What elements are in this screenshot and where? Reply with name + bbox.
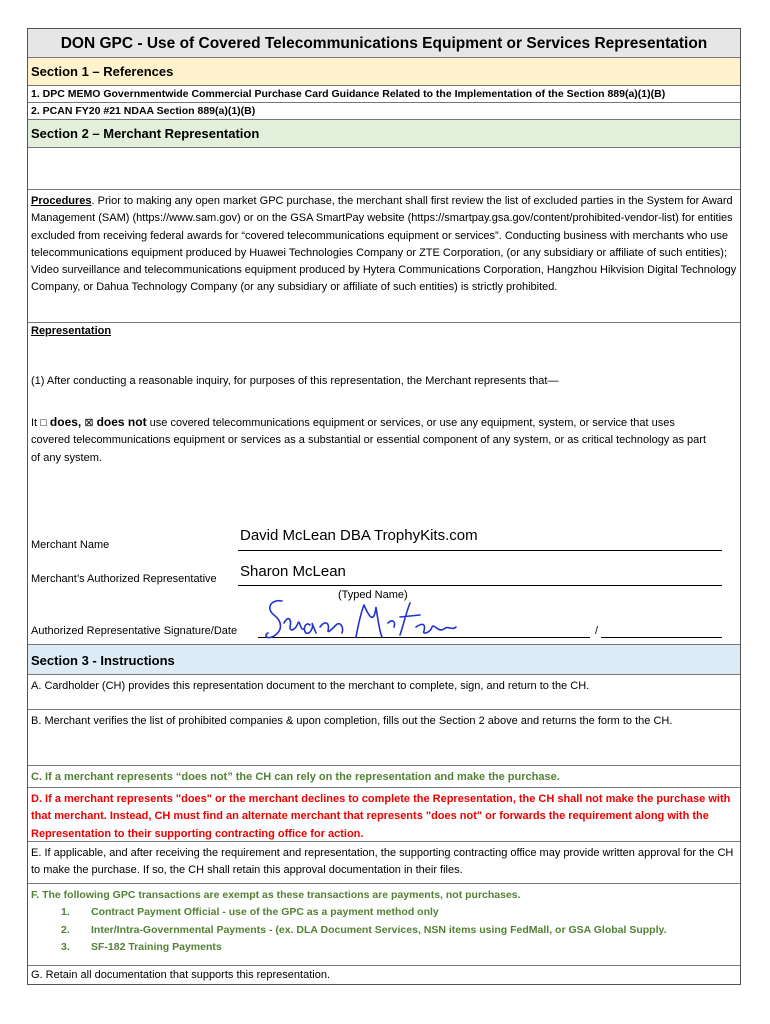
- instruction-c: C. If a merchant represents “does not” the CH can rely on the representation and make the purchase.: [28, 766, 740, 788]
- section3-heading: Section 3 - Instructions: [28, 644, 740, 675]
- procedures-label: Procedures: [31, 195, 92, 207]
- instruction-f-text: F. The following GPC transactions are exempt as these transactions are payments, not purchases.: [31, 889, 521, 901]
- instruction-e: E. If applicable, and after receiving the requirement and representation, the supporting contracting office may provide written approval for the CH to make the purchase. If so, the CH shall retain this approval documentation in their files.: [28, 842, 740, 884]
- does-not-label: does not: [96, 415, 147, 429]
- representation-label: Representation: [31, 325, 112, 337]
- rep-name-field[interactable]: Sharon McLean: [240, 563, 346, 580]
- signature-image: [260, 593, 460, 643]
- it-text: It: [31, 417, 38, 429]
- section2-heading: Section 2 – Merchant Representation: [28, 120, 740, 148]
- signature-label: Authorized Representative Signature/Date: [31, 625, 238, 637]
- instruction-b: B. Merchant verifies the list of prohibited companies & upon completion, fills out the Section 2 above and returns the form to the CH.: [28, 710, 740, 766]
- representation-statement: [31, 414, 711, 467]
- blank-row: [28, 148, 740, 190]
- instruction-f: [28, 884, 740, 966]
- merchant-name-line: [238, 550, 722, 551]
- exempt-item-2: 2. Inter/Intra-Governmental Payments - (ex. DLA Document Services, NSN items using FedMall, or GSA Global Supply.: [61, 923, 667, 936]
- inquiry-text: (1) After conducting a reasonable inquiry, for purposes of this representation, the Merchant represents that—: [31, 375, 559, 387]
- rep-label: Merchant’s Authorized Representative: [31, 573, 217, 585]
- merchant-name-field[interactable]: David McLean DBA TrophyKits.com: [240, 527, 478, 544]
- rep-line: [238, 585, 722, 586]
- does-checkbox[interactable]: □: [40, 417, 47, 429]
- signature-slash: /: [595, 625, 599, 637]
- exempt-item-1: 1. Contract Payment Official - use of the GPC as a payment method only: [61, 906, 439, 919]
- reference-2: 2. PCAN FY20 #21 NDAA Section 889(a)(1)(B): [28, 103, 740, 120]
- date-line: [601, 637, 722, 638]
- reference-1: 1. DPC MEMO Governmentwide Commercial Purchase Card Guidance Related to the Implementation of the Section 889(a)(1)(B): [28, 86, 740, 103]
- typed-name-caption: (Typed Name): [338, 589, 408, 601]
- statement-text: use covered telecommunications equipment or services, or use any equipment, system, or service that uses covered telecommunications equipment or services as a substantial or essential component of any system, or as critical technology as part of any system.: [31, 417, 706, 464]
- procedures-block: [28, 190, 740, 323]
- form-title: DON GPC - Use of Covered Telecommunications Equipment or Services Representation: [28, 29, 740, 58]
- section1-heading: Section 1 – References: [28, 58, 740, 86]
- procedures-text: . Prior to making any open market GPC purchase, the merchant shall first review the list of excluded parties in the System for Award Management (SAM) (https://www.sam.gov) or on the GSA SmartPay website (https://smartpay.gsa.gov/content/prohibited-vendor-list) for entities excluded from receiving federal awards for “covered telecommunications equipment or services”. Conducting business with merchants who use telecommunications equipment produced by Huawei Technologies Company or ZTE Corporation, (or any subsidiary or affiliate of such entities); Video surveillance and telecommunications equipment produced by Hytera Communications Corporation, Hangzhou Hikvision Digital Technology Company, or Dahua Technology Company (or any subsidiary or affiliate of such entities) is strictly prohibited.: [31, 195, 737, 294]
- instruction-g: G. Retain all documentation that supports this representation.: [31, 969, 331, 981]
- exempt-item-3: 3. SF-182 Training Payments: [61, 940, 222, 953]
- does-not-checkbox[interactable]: ⊠: [84, 417, 94, 429]
- instruction-a: A. Cardholder (CH) provides this representation document to the merchant to complete, sign, and return to the CH.: [28, 675, 740, 710]
- instruction-d: D. If a merchant represents "does" or the merchant declines to complete the Representation, the CH shall not make the purchase with that merchant. Instead, CH must find an alternate merchant that represents "does not" or forwards the requirement along with the Representation to their supporting contracting office for action.: [28, 788, 740, 842]
- merchant-name-label: Merchant Name: [31, 539, 110, 551]
- does-label: does,: [49, 415, 82, 429]
- representation-form: [27, 28, 741, 985]
